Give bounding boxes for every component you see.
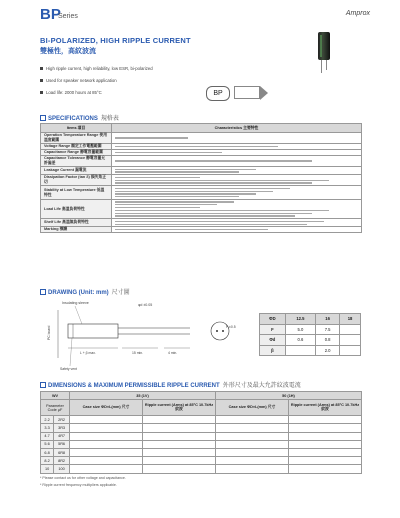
square-icon	[40, 115, 46, 121]
spec-item-label: Operation Temperature Range 使用溫度範圍	[41, 133, 112, 144]
label-pcb: PC board	[47, 325, 51, 340]
dim-cell: F	[260, 324, 286, 335]
ripple-value-cell	[143, 465, 216, 473]
spec-item-label: Shelf Life 高溫無負荷特性	[41, 219, 112, 227]
dim-cell	[340, 335, 361, 346]
ripple-uf: 8.2	[41, 457, 54, 465]
ripple-head-v1: 35 (1V)	[70, 392, 216, 400]
spec-item-value	[112, 167, 362, 175]
dim-cell	[285, 345, 315, 356]
dimension-drawing	[40, 298, 238, 378]
ripple-head-wv: WV	[41, 392, 70, 400]
label-sleeve: Insulating sleeve	[62, 301, 89, 305]
ripple-value-cell	[70, 457, 143, 465]
dim-cell: 2.0	[316, 345, 340, 356]
ripple-value-cell	[143, 424, 216, 432]
ripple-value-cell	[70, 416, 143, 424]
ripple-head-case: Case size ΦD×L(mm) 尺寸	[216, 400, 289, 416]
label-F: F ±0.5	[226, 325, 236, 329]
ripple-table	[40, 391, 362, 474]
ripple-value-cell	[216, 448, 289, 456]
series-code: BP	[40, 6, 61, 23]
ripple-value-cell	[289, 424, 362, 432]
feature-item: Used for speaker network application	[40, 78, 117, 84]
spec-row	[41, 227, 362, 233]
ripple-row	[41, 448, 362, 456]
label-L: L + β max.	[80, 351, 96, 355]
spec-item-label: Leakage Current 漏電流	[41, 167, 112, 175]
spec-section-title: SPECIFICATIONS 規格表	[40, 113, 119, 122]
spec-item-label: Load Life 高溫負荷特性	[41, 199, 112, 218]
capacitor-lead	[321, 60, 322, 73]
spec-row	[41, 186, 362, 200]
product-title: BI-POLARIZED, HIGH RIPPLE CURRENT	[40, 36, 191, 45]
ripple-uf: 4.7	[41, 432, 54, 440]
ripple-uf: 6.8	[41, 448, 54, 456]
spec-item-label: Capacitance Range 靜電容量範圍	[41, 150, 112, 156]
spec-row	[41, 167, 362, 175]
flow-bp-box: BP	[206, 86, 230, 101]
ripple-value-cell	[289, 465, 362, 473]
ripple-code: 100	[54, 465, 70, 473]
capacitor-body-outline	[68, 324, 118, 338]
spec-item-label: Stability at Low Temperature 低溫特性	[41, 186, 112, 200]
dim-cell: 5.0	[285, 324, 315, 335]
ripple-value-cell	[143, 448, 216, 456]
flow-next-box	[234, 86, 260, 99]
spec-item-value	[112, 175, 362, 186]
dim-cell	[340, 345, 361, 356]
dim-head-cell: 18	[340, 314, 361, 325]
ripple-value-cell	[70, 440, 143, 448]
ripple-head-ripple: Ripple current (Arms) at 85°C 10.7kHz 紋波	[289, 400, 362, 416]
ripple-value-cell	[216, 465, 289, 473]
label-safety-vent: Safety vent	[60, 367, 77, 371]
ripple-value-cell	[70, 432, 143, 440]
dim-head-cell: ΦD	[260, 314, 286, 325]
ripple-value-cell	[289, 457, 362, 465]
ripple-row	[41, 424, 362, 432]
spec-item-value	[112, 219, 362, 227]
spec-item-label: Dissipation Factor (tan δ) 損失角正切	[41, 175, 112, 186]
dim-head-cell: 16	[316, 314, 340, 325]
ripple-row	[41, 457, 362, 465]
footnote: * Ripple current frequency multipliers applicable.	[40, 483, 117, 487]
ripple-value-cell	[289, 416, 362, 424]
ripple-code: 4R7	[54, 432, 70, 440]
product-subtitle: 雙極性，高紋波流	[40, 48, 96, 55]
ripple-code: 5R6	[54, 440, 70, 448]
ripple-value-cell	[289, 448, 362, 456]
ripple-value-cell	[143, 432, 216, 440]
ripple-row	[41, 416, 362, 424]
spec-row	[41, 219, 362, 227]
ripple-section-title: DIMENSIONS & MAXIMUM PERMISSIBLE RIPPLE CURRENT 外形尺寸及最大允許紋波電流	[40, 380, 301, 389]
spec-table	[40, 123, 362, 233]
brand-logo: Amprox	[345, 10, 370, 17]
dimension-table	[259, 313, 361, 356]
ripple-row	[41, 432, 362, 440]
label-lead-dia: φd ±0.05	[138, 303, 153, 307]
ripple-row	[41, 465, 362, 473]
ripple-value-cell	[70, 448, 143, 456]
dim-head-cell: 12.5	[285, 314, 315, 325]
dim-cell	[340, 324, 361, 335]
ripple-value-cell	[289, 432, 362, 440]
series-word: Series	[58, 13, 78, 20]
ripple-head-v2: 50 (1H)	[216, 392, 362, 400]
spec-head-char: Characteristics 主要特性	[112, 124, 362, 133]
ripple-uf: 10	[41, 465, 54, 473]
ripple-code: 8R2	[54, 457, 70, 465]
label-15min: 15 min.	[132, 351, 144, 355]
spec-item-value	[112, 227, 362, 233]
spec-row	[41, 175, 362, 186]
ripple-uf: 5.6	[41, 440, 54, 448]
ripple-value-cell	[70, 465, 143, 473]
spec-item-label: Capacitance Tolerance 靜電容量允許偏差	[41, 156, 112, 167]
ripple-uf: 3.3	[41, 424, 54, 432]
drawing-section-title: DRAWING (Unit: mm) 尺寸圖	[40, 287, 130, 296]
ripple-value-cell	[216, 457, 289, 465]
ripple-value-cell	[216, 440, 289, 448]
spec-row	[41, 156, 362, 167]
spec-row	[41, 133, 362, 144]
dim-cell: 0.6	[285, 335, 315, 346]
spec-item-value	[112, 186, 362, 200]
spec-item-label: Voltage Range 額定工作電壓範圍	[41, 144, 112, 150]
capacitor-lead	[326, 60, 327, 70]
dim-cell: 7.5	[316, 324, 340, 335]
ripple-code: 6R8	[54, 448, 70, 456]
dim-row	[260, 345, 361, 356]
ripple-row	[41, 440, 362, 448]
spec-row	[41, 199, 362, 218]
ripple-value-cell	[216, 432, 289, 440]
ripple-head-case: Case size ΦD×L(mm) 尺寸	[70, 400, 143, 416]
ripple-head-ripple: Ripple current (Arms) at 85°C 10.7kHz 紋波	[143, 400, 216, 416]
dim-row	[260, 335, 361, 346]
dim-cell: β	[260, 345, 286, 356]
footnote: * Please contact us for other voltage and capacitance.	[40, 476, 126, 480]
arrow-right-icon	[260, 86, 268, 100]
ripple-head-param: Parameter Code μF	[41, 400, 70, 416]
dim-cell: 0.8	[316, 335, 340, 346]
ripple-value-cell	[143, 416, 216, 424]
ripple-value-cell	[216, 416, 289, 424]
spec-item-value	[112, 156, 362, 167]
ripple-value-cell	[143, 440, 216, 448]
dim-row	[260, 324, 361, 335]
feature-item: Load life: 2000 hours at 85°C	[40, 90, 102, 96]
spec-item-label: Marking 標識	[41, 227, 112, 233]
ripple-value-cell	[216, 424, 289, 432]
spec-item-value	[112, 199, 362, 218]
ripple-uf: 2.2	[41, 416, 54, 424]
square-icon	[40, 289, 46, 295]
dim-cell: Φd	[260, 335, 286, 346]
ripple-value-cell	[70, 424, 143, 432]
label-4min: 4 min.	[168, 351, 178, 355]
ripple-code: 3R3	[54, 424, 70, 432]
ripple-code: 2R2	[54, 416, 70, 424]
spec-item-value	[112, 133, 362, 144]
capacitor-photo	[318, 32, 330, 60]
feature-item: High ripple current, high reliability, low ESR, bi-polarized	[40, 66, 153, 72]
square-icon	[40, 382, 46, 388]
ripple-value-cell	[143, 457, 216, 465]
spec-head-items: Items 項目	[41, 124, 112, 133]
ripple-value-cell	[289, 440, 362, 448]
